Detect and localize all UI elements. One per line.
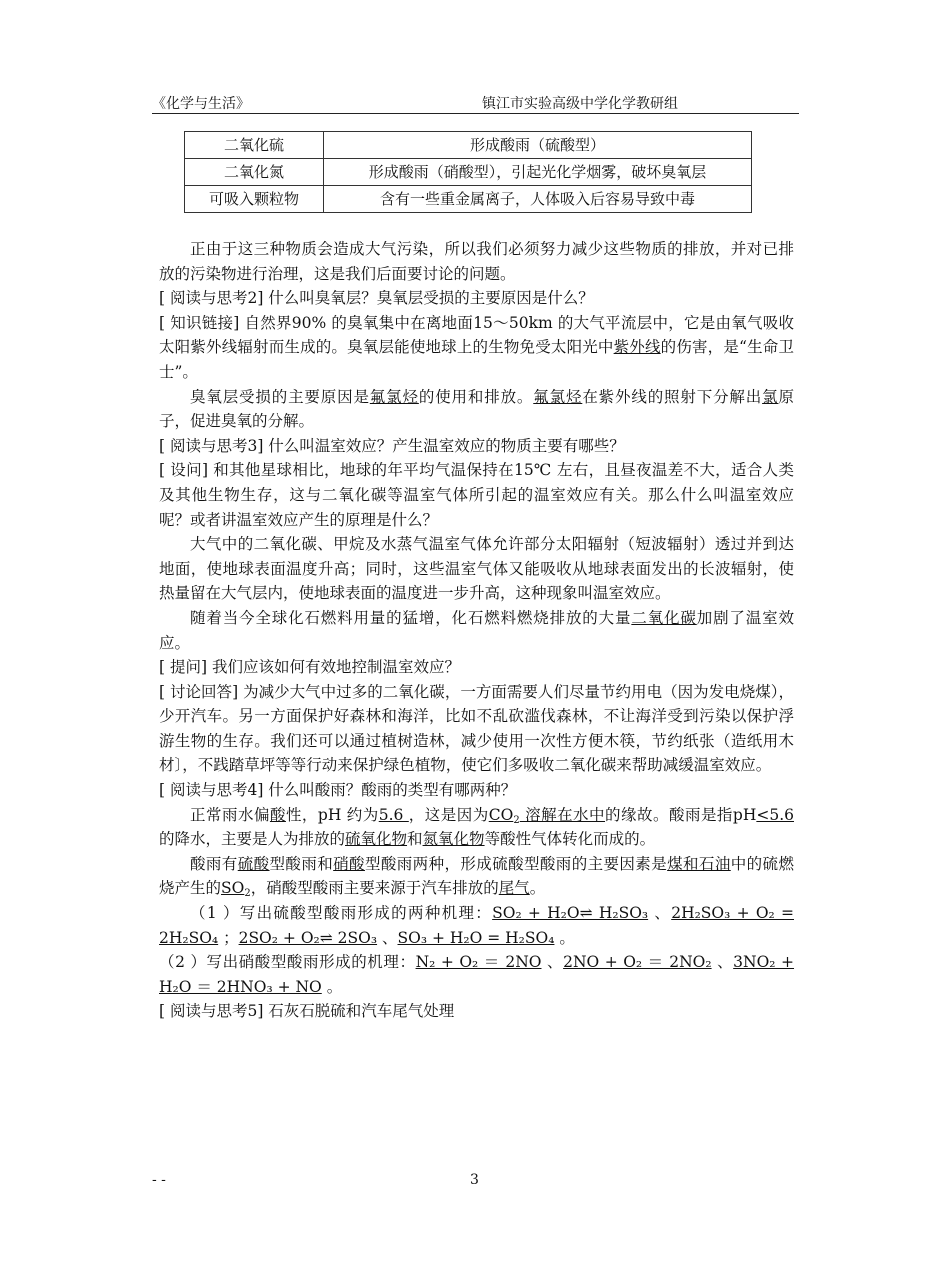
paragraph: 正常雨水偏酸性，pH 约为5.6 ，这是因为$CO_2$ 溶解在水中的缘故。酸雨是指pH<5.6 的降水，主要是人为排放的硫氧化物和氮氧化物等酸性气体转化而成的。 bbox=[159, 805, 794, 849]
question-prompt: [ 设问] 和其他星球相比，地球的年平均气温保持在15℃ 左右，且昼夜温差不大，适合人类及其他生物生存，这与二氧化碳等温室气体所引起的温室效应有关。那么什么叫温室效应呢？或者讲温室效应产生的原理是什么？ bbox=[159, 461, 794, 529]
knowledge-link: [ 知识链接] 自然界90% 的臭氧集中在离地面15～50km 的大气平流层中，它是由氧气吸收太阳紫外线辐射而生成的。臭氧层能使地球上的生物免受太阳光中紫外线的伤害，是“生命卫士”。 bbox=[159, 313, 794, 381]
table-cell: 二氧化氮 bbox=[185, 159, 324, 186]
paragraph: 正由于这三种物质会造成大气污染，所以我们必须努力减少这些物质的排放，并对已排放的污染物进行治理，这是我们后面要讨论的问题。 bbox=[159, 240, 794, 283]
document-body bbox=[159, 237, 794, 1024]
table-row bbox=[185, 132, 752, 159]
header-organization: 镇江市实验高级中学化学教研组 bbox=[482, 96, 678, 112]
page-number: 3 bbox=[470, 1172, 479, 1188]
paragraph: 随着当今全球化石燃料用量的猛增，化石燃料燃烧排放的大量二氧化碳加剧了温室效应。 bbox=[159, 608, 794, 652]
pollutant-table bbox=[184, 131, 752, 213]
table-row bbox=[185, 159, 752, 186]
table-cell: 形成酸雨（硝酸型），引起光化学烟雾，破坏臭氧层 bbox=[324, 159, 752, 186]
footer-mark: - - bbox=[152, 1172, 166, 1188]
paragraph: 臭氧层受损的主要原因是氟氯烃的使用和排放。氟氯烃在紫外线的照射下分解出氯原子，促进臭氧的分解。 bbox=[159, 387, 794, 431]
reading-question-4: [ 阅读与思考4] 什么叫酸雨？酸雨的类型有哪两种？ bbox=[159, 781, 517, 800]
sulfuric-acid-rain-mechanism: （1 ）写出硫酸型酸雨形成的两种机理：SO₂ + H₂O⇌ H₂SO₃ 、2H₂SO₃ + O₂ = 2H₂SO₄ ；2SO₂ + O₂⇌ 2SO₃ 、SO₃ + H₂O = H₂SO₄ 。 bbox=[159, 904, 794, 947]
table-row bbox=[185, 186, 752, 213]
question-prompt: [ 提问] 我们应该如何有效地控制温室效应？ bbox=[159, 658, 460, 677]
page-header bbox=[152, 93, 799, 114]
paragraph: 大气中的二氧化碳、甲烷及水蒸气温室气体允许部分太阳辐射（短波辐射）透过并到达地面，使地球表面温度升高；同时，这些温室气体又能吸收从地球表面发出的长波辐射，使热量留在大气层内，使地球表面的温度进一步升高，这种现象叫温室效应。 bbox=[159, 535, 794, 603]
table-cell: 二氧化硫 bbox=[185, 132, 324, 159]
discussion-answer: [ 讨论回答] 为减少大气中过多的二氧化碳，一方面需要人们尽量节约用电（因为发电烧煤），少开汽车。另一方面保护好森林和海洋，比如不乱砍滥伐森林，不让海洋受到污染以保护浮游生物的生存。我们还可以通过植树造林，减少使用一次性方便木筷，节约纸张（造纸用木材〕，不践踏草坪等等行动来保护绿色植物，使它们多吸收二氧化碳来帮助减缓温室效应。 bbox=[159, 682, 794, 775]
table-cell: 形成酸雨（硫酸型） bbox=[324, 132, 752, 159]
table-cell: 可吸入颗粒物 bbox=[185, 186, 324, 213]
reading-question-5: [ 阅读与思考5] 石灰石脱硫和汽车尾气处理 bbox=[159, 1002, 455, 1021]
table-cell: 含有一些重金属离子，人体吸入后容易导致中毒 bbox=[324, 186, 752, 213]
reading-question-2: [ 阅读与思考2] 什么叫臭氧层？臭氧层受损的主要原因是什么？ bbox=[159, 289, 594, 308]
paragraph: 酸雨有硫酸型酸雨和硝酸型酸雨两种，形成硫酸型酸雨的主要因素是煤和石油中的硫燃烧产生的$SO_2$，硝酸型酸雨主要来源于汽车排放的尾气。 bbox=[159, 854, 794, 900]
reading-question-3: [ 阅读与思考3] 什么叫温室效应？产生温室效应的物质主要有哪些？ bbox=[159, 436, 625, 455]
nitric-acid-rain-mechanism: （2 ）写出硝酸型酸雨形成的机理：N₂ + O₂ ＝ 2NO 、2NO + O₂ ＝ 2NO₂ 、3NO₂ + H₂O ＝ 2HNO₃ + NO 。 bbox=[159, 953, 795, 996]
header-book-title: 《化学与生活》 bbox=[152, 96, 250, 112]
